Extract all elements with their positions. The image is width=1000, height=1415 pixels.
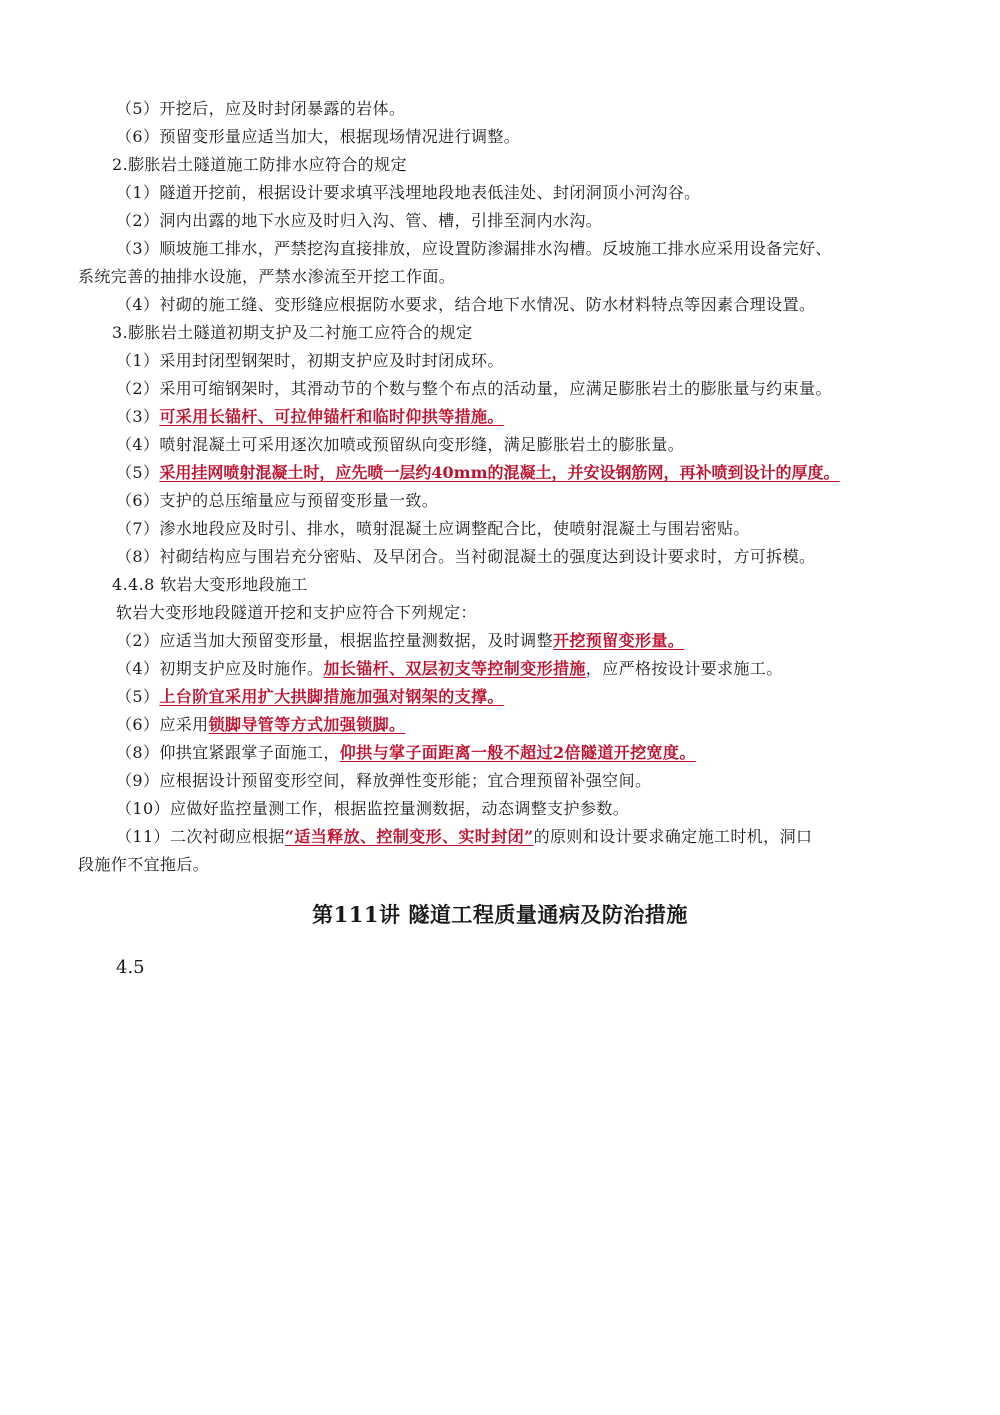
plain-text: ，应严格按设计要求施工。: [585, 659, 783, 678]
text-line: （9）应根据设计预留变形空间，释放弹性变形能；宜合理预留补强空间。: [116, 771, 652, 790]
text-line: （2）洞内出露的地下水应及时归入沟、管、槽，引排至洞内水沟。: [116, 211, 603, 230]
plain-text: （8）仰拱宜紧跟掌子面施工，: [116, 743, 340, 762]
text-line: （7）渗水地段应及时引、排水，喷射混凝土应调整配合比，使喷射混凝土与围岩密贴。: [116, 519, 750, 538]
text-line: [116, 686, 504, 708]
text-line: [116, 630, 684, 652]
text-line: （1）隧道开挖前，根据设计要求填平浅埋地段地表低洼处、封闭洞顶小河沟谷。: [116, 183, 701, 202]
text-line: [116, 742, 696, 764]
highlighted-text: 可采用长锚杆、可拉伸锚杆和临时仰拱等措施。: [159, 407, 504, 426]
lecture-title: 第111讲 隧道工程质量通病及防治措施: [312, 902, 688, 927]
text-line: （6）预留变形量应适当加大，根据现场情况进行调整。: [116, 127, 521, 146]
highlighted-text: 开挖预留变形量。: [552, 631, 685, 650]
section-number: 4.5: [116, 957, 145, 978]
text-line: [116, 826, 812, 848]
item-number: （3）: [116, 407, 160, 426]
plain-text: （11）二次衬砌应根据: [116, 827, 285, 846]
text-line: 软岩大变形地段隧道开挖和支护应符合下列规定：: [116, 603, 477, 622]
text-line: （4）喷射混凝土可采用逐次加喷或预留纵向变形缝，满足膨胀岩土的膨胀量。: [116, 435, 685, 454]
plain-text: 的原则和设计要求确定施工时机，洞口: [533, 827, 813, 846]
highlighted-text: 上台阶宜采用扩大拱脚措施加强对钢架的支撑。: [159, 687, 504, 706]
text-line: [116, 462, 840, 484]
plain-text: （2）应适当加大预留变形量，根据监控量测数据，及时调整: [116, 631, 553, 650]
text-line: （5）开挖后，应及时封闭暴露的岩体。: [116, 99, 406, 118]
text-line: 3.膨胀岩土隧道初期支护及二衬施工应符合的规定: [112, 323, 473, 342]
plain-text: （4）初期支护应及时施作。: [116, 659, 324, 678]
item-number: （5）: [116, 463, 160, 482]
text-line: （3）顺坡施工排水，严禁挖沟直接排放，应设置防渗漏排水沟槽。反坡施工排水应采用设备完好、: [116, 239, 832, 258]
highlighted-text: “适当释放、控制变形、实时封闭”: [284, 827, 534, 846]
highlighted-text: 锁脚导管等方式加强锁脚。: [208, 715, 406, 734]
text-line: （8）衬砌结构应与围岩充分密贴、及早闭合。当衬砌混凝土的强度达到设计要求时，方可拆模。: [116, 547, 816, 566]
highlighted-text: 加长锚杆、双层初支等控制变形措施: [323, 659, 586, 678]
section-heading: 4.4.8 软岩大变形地段施工: [112, 575, 308, 594]
text-line: 2.膨胀岩土隧道施工防排水应符合的规定: [112, 155, 407, 174]
item-number: （5）: [116, 687, 160, 706]
text-line: （6）支护的总压缩量应与预留变形量一致。: [116, 491, 439, 510]
text-line: （10）应做好监控量测工作，根据监控量测数据，动态调整支护参数。: [116, 799, 630, 818]
text-line: （1）采用封闭型钢架时，初期支护应及时封闭成环。: [116, 351, 504, 370]
text-line: [116, 714, 405, 736]
text-line: 段施作不宜拖后。: [78, 855, 210, 874]
plain-text: （6）应采用: [116, 715, 209, 734]
text-line: （2）采用可缩钢架时，其滑动节的个数与整个布点的活动量，应满足膨胀岩土的膨胀量与约束量。: [116, 379, 832, 398]
text-line: [116, 406, 504, 428]
highlighted-text: 采用挂网喷射混凝土时，应先喷一层约40mm的混凝土，并安设钢筋网，再补喷到设计的厚度。: [159, 463, 840, 482]
text-line: [116, 658, 783, 680]
text-line: （4）衬砌的施工缝、变形缝应根据防水要求，结合地下水情况、防水材料特点等因素合理设置。: [116, 295, 816, 314]
text-line: 系统完善的抽排水设施，严禁水渗流至开挖工作面。: [78, 267, 456, 286]
highlighted-text: 仰拱与掌子面距离一般不超过2倍隧道开挖宽度。: [339, 743, 696, 762]
